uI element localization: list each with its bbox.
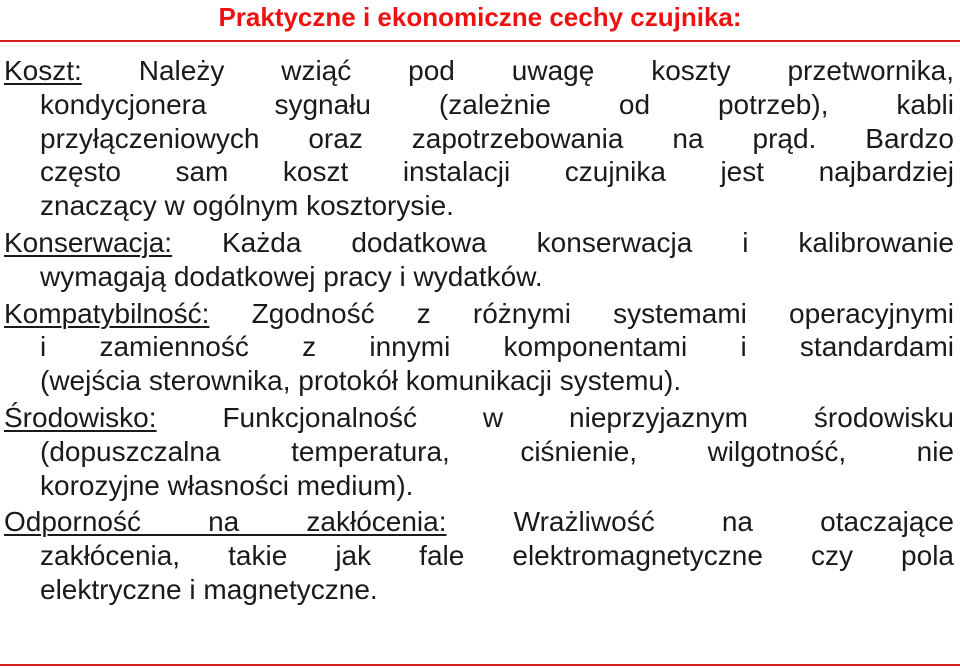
item-line: kondycjonera sygnału (zależnie od potrzeb), kabli xyxy=(40,88,954,120)
item-line: i zamienność z innymi komponentami i standardami xyxy=(40,331,954,363)
item-odpornosc xyxy=(4,505,954,606)
item-line: (dopuszczalna temperatura, ciśnienie, wilgotność, nie xyxy=(40,435,954,467)
item-line: często sam koszt instalacji czujnika jest najbardziej xyxy=(40,156,954,188)
item-term: Konserwacja: xyxy=(4,226,173,258)
item-term: Odporność na zakłócenia: xyxy=(4,506,447,538)
item-text: Należy wziąć pod uwagę koszty przetwornika, xyxy=(81,55,954,86)
item-term: Koszt: xyxy=(4,55,82,86)
item-text: Każda dodatkowa konserwacja i kalibrowanie xyxy=(172,226,954,258)
item-line xyxy=(4,297,954,331)
item-line xyxy=(4,226,954,260)
item-line: wymagają dodatkowej pracy i wydatków. xyxy=(40,260,543,292)
item-term: Środowisko: xyxy=(4,401,157,433)
item-konserwacja xyxy=(4,226,954,294)
item-line: zakłócenia, takie jak fale elektromagnetyczne czy pola xyxy=(40,540,954,572)
item-line: znaczący w ogólnym kosztorysie. xyxy=(40,190,454,222)
item-line: przyłączeniowych oraz zapotrzebowania na prąd. Bardzo xyxy=(40,122,954,154)
item-text: Funkcjonalność w nieprzyjaznym środowisku xyxy=(156,401,954,433)
item-text: Zgodność z różnymi systemami operacyjnymi xyxy=(209,297,954,329)
item-line xyxy=(4,505,954,539)
item-term: Kompatybilność: xyxy=(4,297,210,329)
item-kompatybilnosc xyxy=(4,297,954,398)
item-line xyxy=(4,401,954,435)
slide-content xyxy=(4,54,954,610)
bottom-divider xyxy=(0,664,960,666)
item-line: (wejścia sterownika, protokół komunikacji systemu). xyxy=(40,365,682,397)
title-divider xyxy=(0,40,960,42)
item-line xyxy=(4,54,954,88)
item-koszt xyxy=(4,54,954,223)
item-text: Wrażliwość na otaczające xyxy=(446,506,955,538)
slide-title: Praktyczne i ekonomiczne cechy czujnika: xyxy=(218,2,742,32)
item-srodowisko xyxy=(4,401,954,502)
item-line: korozyjne własności medium). xyxy=(40,469,414,501)
item-line: elektryczne i magnetyczne. xyxy=(40,573,378,605)
